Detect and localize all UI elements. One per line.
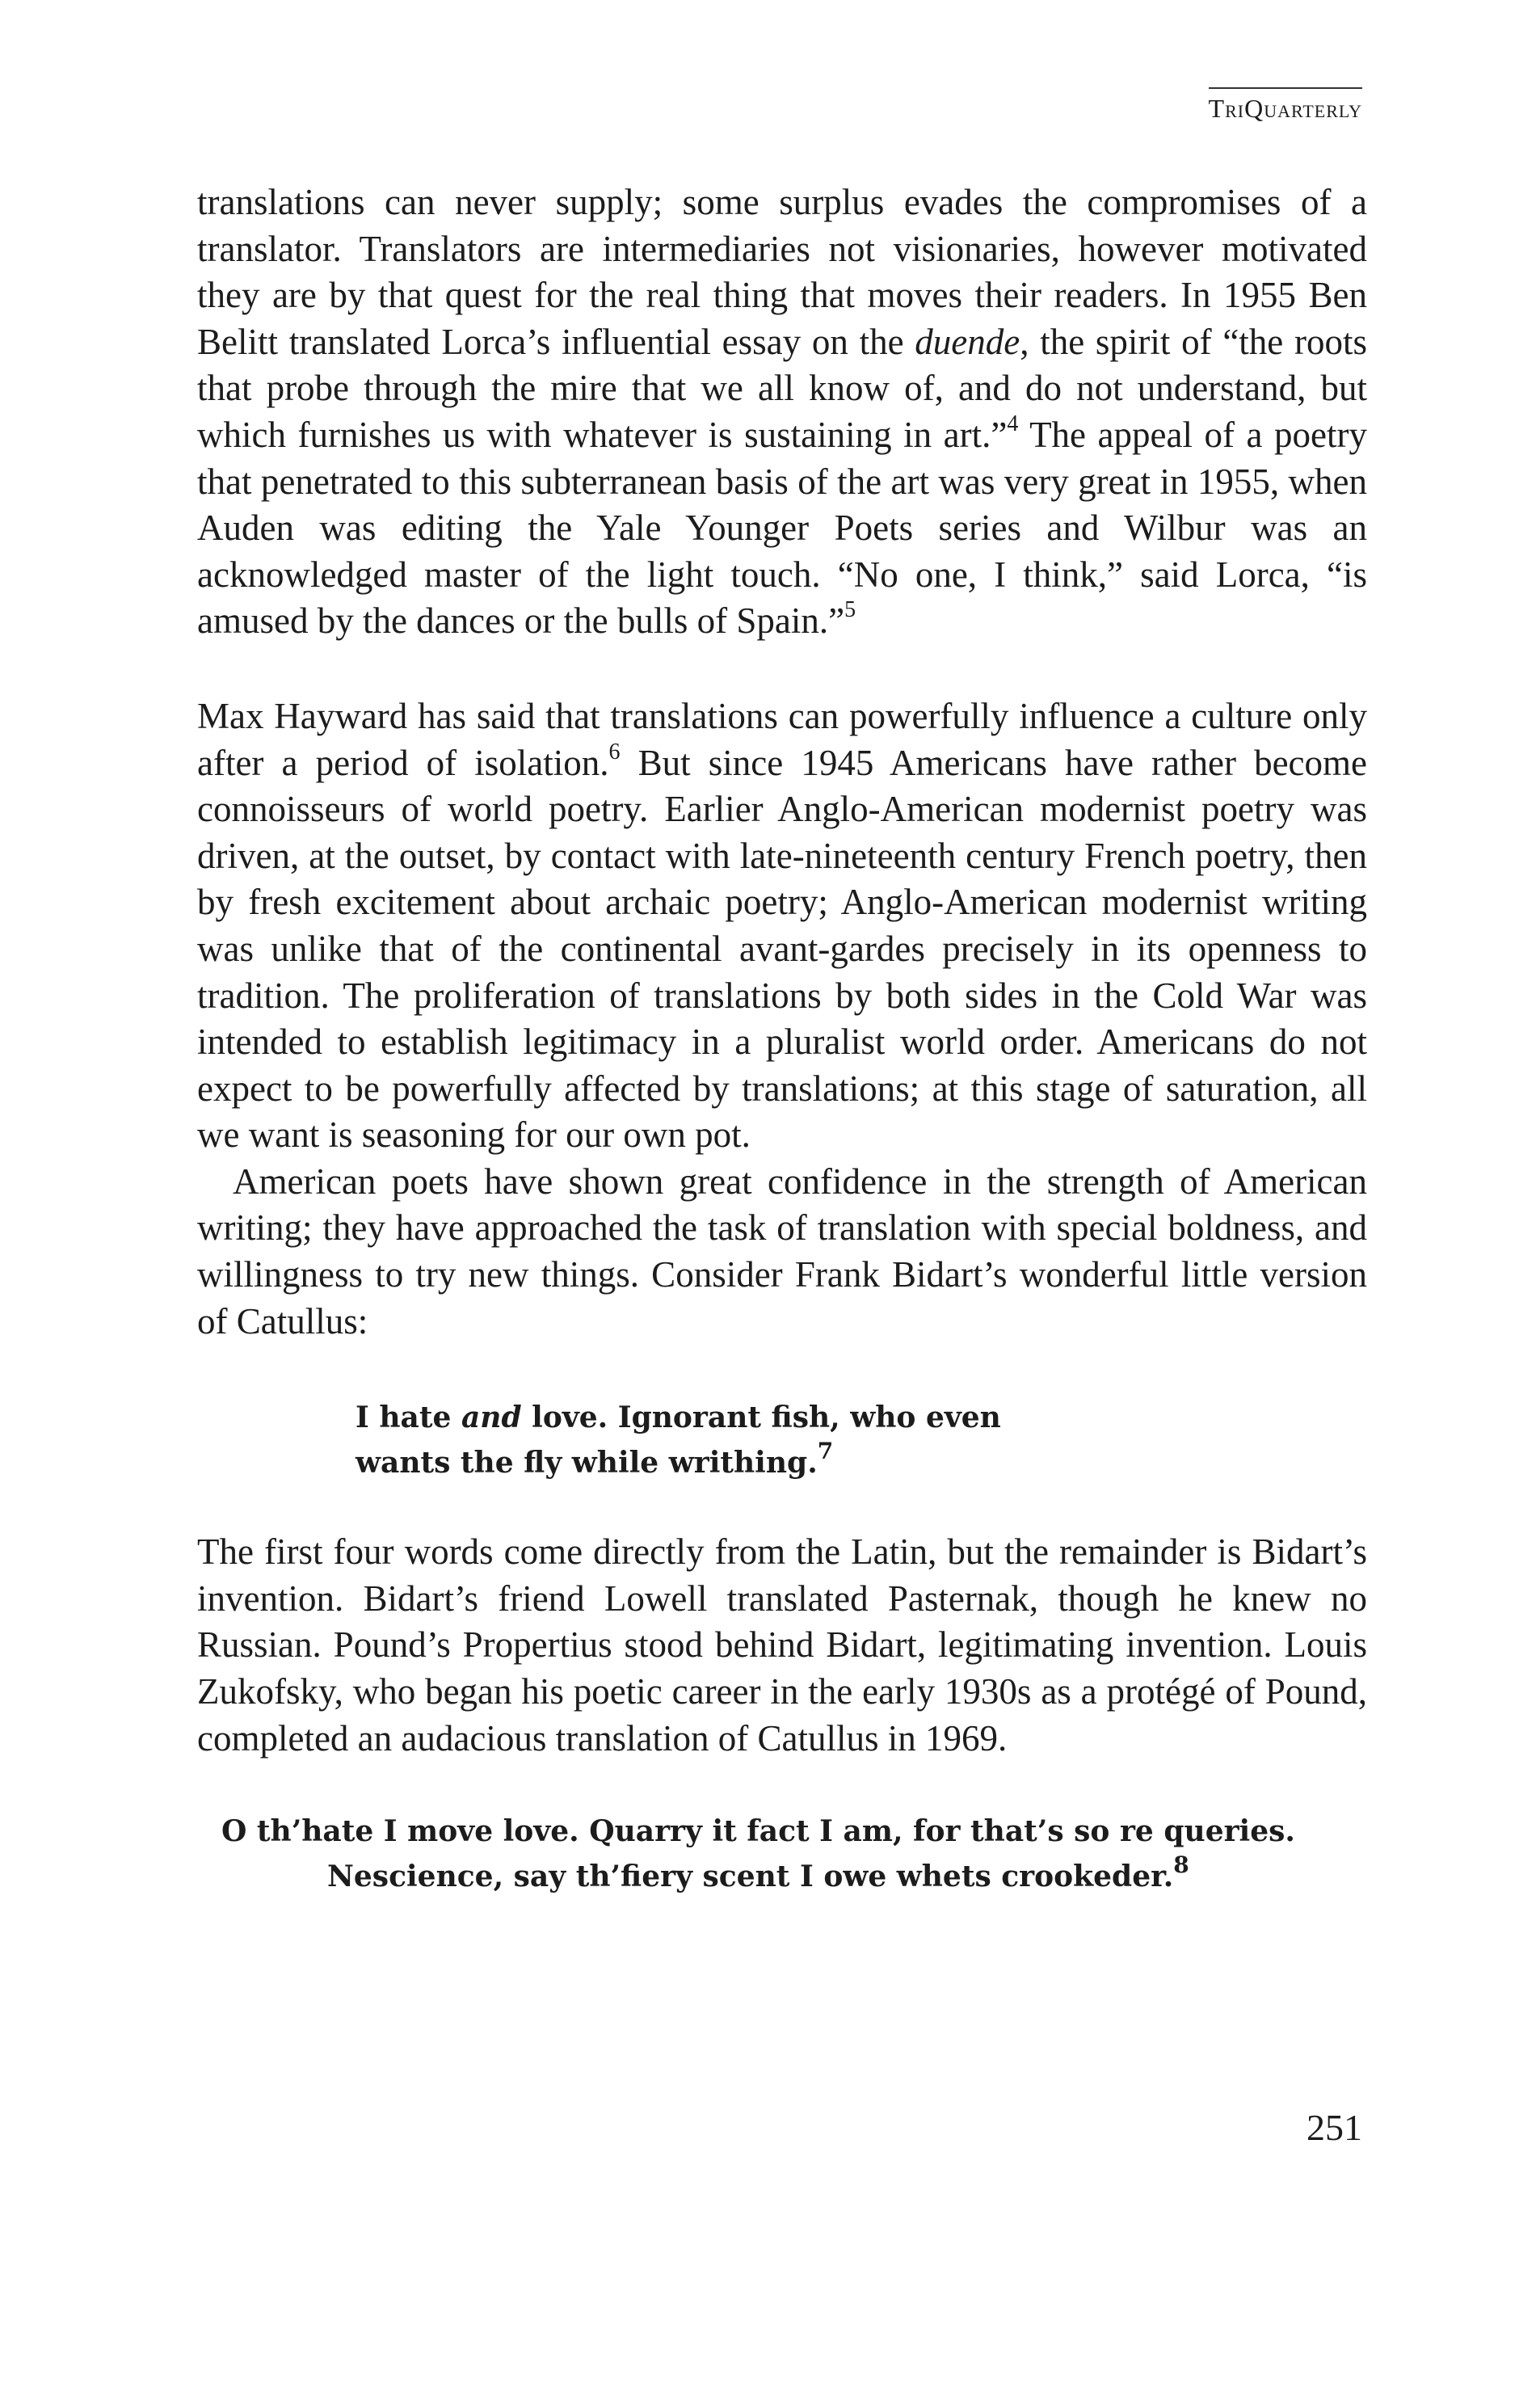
verse-1-line-2-text: wants the fly while writhing. — [356, 1446, 818, 1481]
verse-2-line-2-text: Nescience, say th’fiery scent I owe whets crookeder. — [327, 1860, 1174, 1894]
paragraph-3: American poets have shown great confidence in the strength of American writing; they have approached the task of translation with special boldness, and willingness to try new things. Consider Frank Bidart’s wonderful little version of Catullus: — [197, 1160, 1367, 1342]
footnote-ref-7: 7 — [817, 1438, 834, 1465]
paragraph-1-text-b: , the spirit of “the roots that probe through the mire that we all know of, and do not understand, but which furnishes us with whatever is sustaining in art.” — [197, 321, 1367, 455]
verse-1-italic-and: and — [461, 1401, 522, 1435]
verse-1-line-1-b: love. Ignorant fish, who even — [521, 1401, 1001, 1435]
verse-quote-zukofsky — [221, 1809, 1367, 1899]
paragraph-1 — [197, 179, 1367, 645]
paragraph-1-text-c: The appeal of a poetry that penetrated to this subterranean basis of the art was very great in 1955, when Auden was editing the Yale Younger Poets series and Wilbur was an acknowledged master of the light touch. “No one, I think,” said Lorca, “is amused by the dances or the bulls of Spain.” — [197, 414, 1367, 642]
paragraph-4: The first four words come directly from the Latin, but the remainder is Bidart’s invention. Bidart’s friend Lowell translated Pasternak, though he knew no Russian. Pound’s Propertius stood behind Bidart, legitimating invention. Louis Zukofsky, who began his poetic career in the early 1930s as a protégé of Pound, completed an audacious translation of Catullus in 1969. — [197, 1531, 1367, 1759]
verse-1-line-1-a: I hate — [356, 1401, 461, 1435]
paragraph-2-text-a: Max Hayward has said that translations can powerfully influence a culture only after a period of isolation. — [197, 695, 1367, 783]
footnote-ref-5: 5 — [844, 597, 856, 623]
verse-1-line-2 — [356, 1440, 1367, 1485]
italic-duende: duende — [915, 321, 1020, 362]
paragraph-2 — [197, 693, 1367, 1159]
verse-quote-bidart — [356, 1395, 1367, 1485]
text-block — [197, 179, 1367, 1899]
footnote-ref-8: 8 — [1173, 1851, 1189, 1879]
verse-1-line-1 — [356, 1395, 1367, 1440]
running-head: TriQuarterly — [1209, 87, 1362, 124]
paragraph-1-text-a: translations can never supply; some surplus evades the compromises of a translator. Translators are intermediaries not visionaries, however motivated they are by that quest for the real thing that moves their readers. In 1955 Ben Belitt translated Lorca’s influential essay on the — [197, 182, 1367, 362]
footnote-ref-4: 4 — [1007, 411, 1019, 436]
verse-2-line-2 — [221, 1851, 1367, 1899]
paragraph-2-text-b: But since 1945 Americans have rather become connoisseurs of world poetry. Earlier Anglo-American modernist poetry was driven, at the outset, by contact with late-nineteenth century French poetry, then by fresh excitement about archaic poetry; Anglo-American modernist writing was unlike that of the continental avant-gardes precisely in its openness to tradition. The proliferation of translations by both sides in the Cold War was intended to establish legitimacy in a pluralist world order. Americans do not expect to be powerfully affected by translations; at this stage of saturation, all we want is seasoning for our own pot. — [197, 742, 1367, 1156]
footnote-ref-6: 6 — [608, 739, 621, 765]
verse-2-line-1: O th’hate I move love. Quarry it fact I am, for that’s so re queries. — [221, 1814, 1295, 1849]
page-number: 251 — [1306, 2107, 1362, 2148]
